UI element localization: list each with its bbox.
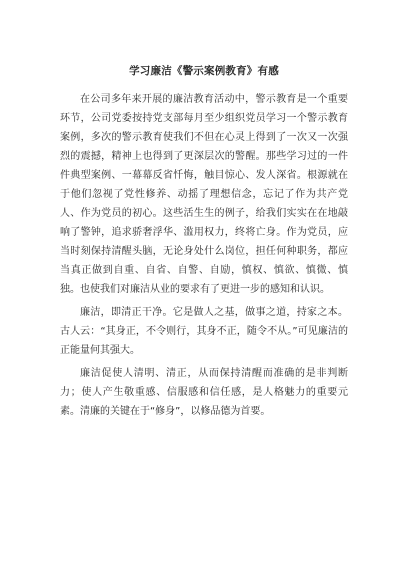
body-paragraph-3: 廉洁促使人清明、清正，从而保持清醒而准确的是非判断力；使人产生敬重感、信服感和信任感，是人格魅力的重要元素。清廉的关键在于“修身”，以修品德为首要。	[60, 368, 348, 417]
body-paragraph-2: 廉洁，即清正干净。它是做人之基，做事之道，持家之本。古人云：“其身正，不令则行，其身不正，随令不从。”可见廉洁的正能量何其强大。	[60, 307, 348, 356]
body-paragraph-1: 在公司多年来开展的廉洁教育活动中，警示教育是一个重要环节，公司党委按持党支部每月至少组织党员学习一个警示教育案例，多次的警示教育使我们不但在心灵上得到了一次又一次强烈的震撼，精神上也得到了更深层次的警醒。那些学习过的一件件典型案例、一幕幕反省忏悔，触目惊心、发人深省。根源就在于他们忽视了党性修养、动摇了理想信念，忘记了作为共产党人、作为党员的初心。这些活生生的例子，给我们实实在在地敲响了警钟，追求骄奢浮华、滥用权力，终将亡身。作为党员，应当时刻保持清醒头脑，无论身处什么岗位，担任何种职务，都应当真正做到自重、自省、自警、自励，慎权、慎欲、慎微、慎独。也使我们对廉洁从业的要求有了更进一步的感知和认识。	[60, 94, 348, 295]
document-title: 学习廉洁《警示案例教育》有感	[129, 65, 279, 77]
